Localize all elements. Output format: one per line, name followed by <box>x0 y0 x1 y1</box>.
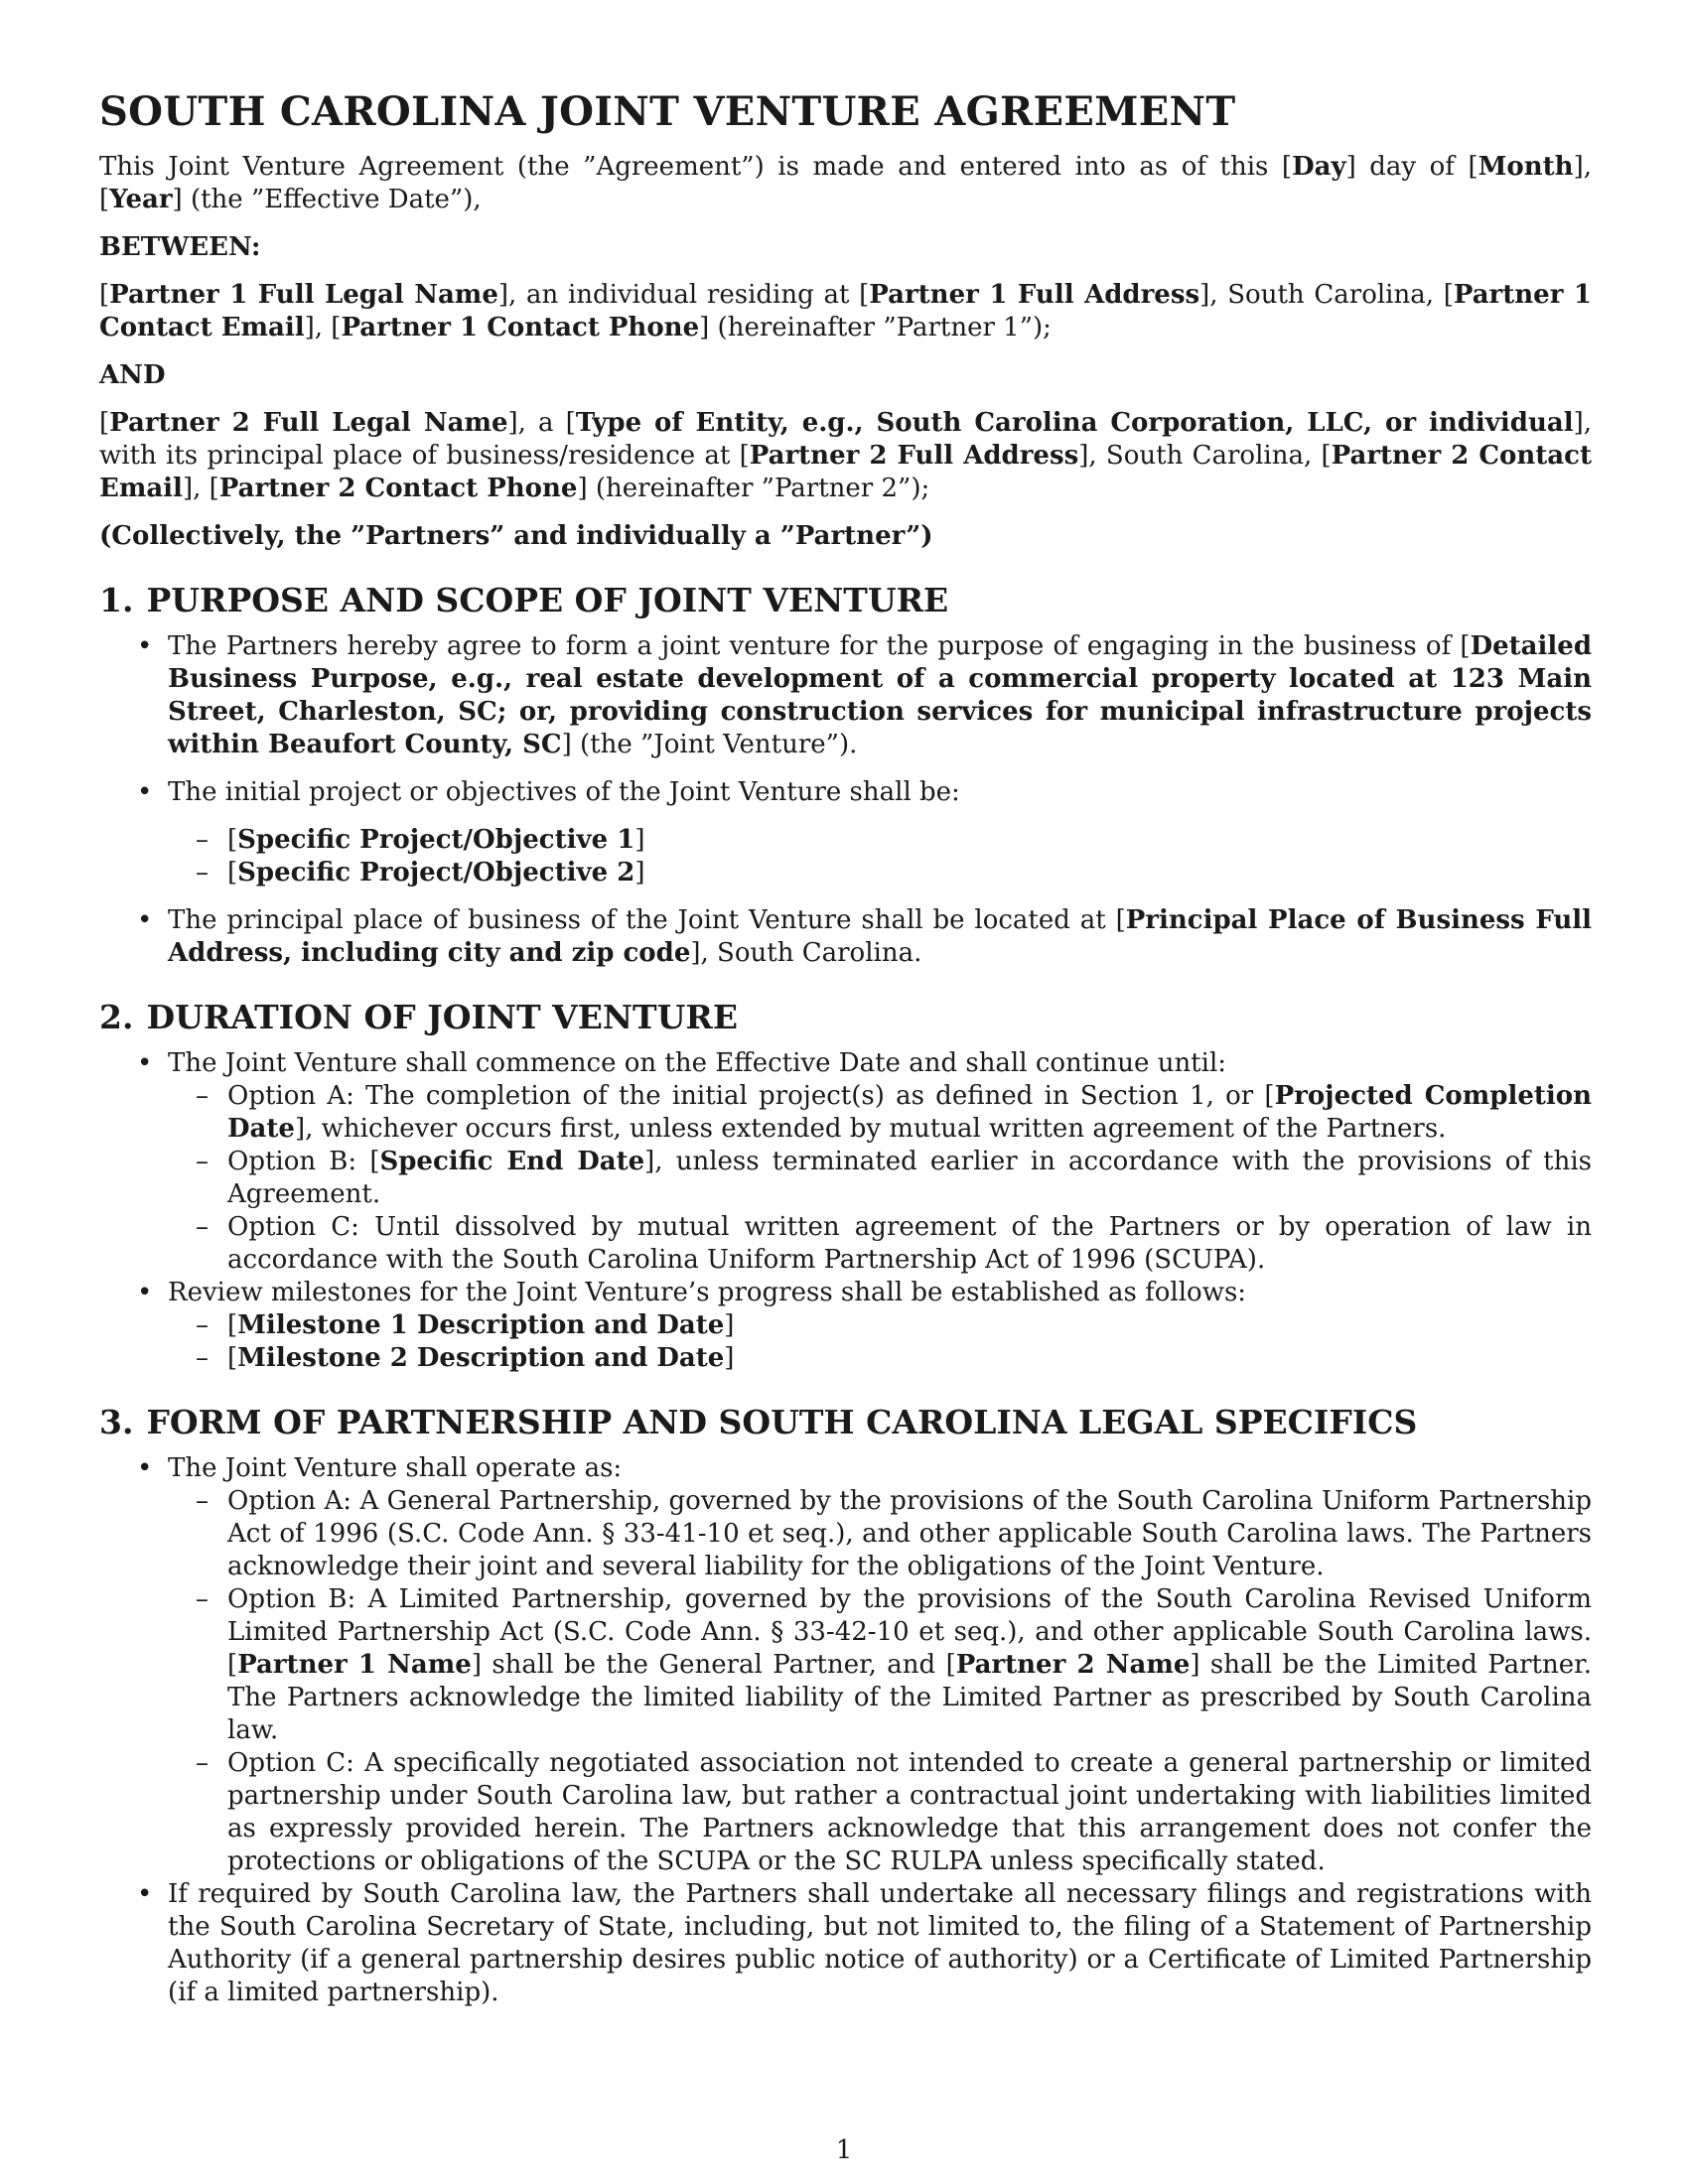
list-item: – [Milestone 1 Description and Date] <box>168 1309 1592 1342</box>
principal-address-placeholder: Principal Place of Business Full Address, including city and zip code <box>168 905 1593 968</box>
partner2-text: ], with its principal place of business/residence at [ <box>99 408 1593 471</box>
duration-options-list <box>168 1080 1592 1277</box>
list-item: – Option A: A General Partnership, governed by the provisions of the South Carolina Uniform Partnership Act of 1996 (S.C. Code Ann. § 33-41-10 et seq.), and other applicable South Carolina laws. The Partners acknowledge their joint and several liability for the obligations of the Joint Venture. <box>168 1485 1592 1583</box>
section-number: 2. <box>99 998 134 1036</box>
between-label <box>99 231 1592 264</box>
intro-text: ], [ <box>99 152 1592 214</box>
list-item: • The initial project or objectives of the Joint Venture shall be: – [Specific Project/Objective 1] – [Specific Project/Objective 2] <box>99 776 1592 889</box>
intro-paragraph <box>99 151 1592 216</box>
and-label <box>99 359 1592 392</box>
section-number: 3. <box>99 1403 134 1441</box>
partner2-text: ], a [ <box>507 408 576 438</box>
list-item: – Option C: Until dissolved by mutual written agreement of the Partners or by operation of law in accordance with the South Carolina Uniform Partnership Act of 1996 (SCUPA). <box>168 1211 1592 1277</box>
list-item: – [Specific Project/Objective 1] <box>168 824 1592 857</box>
partner2-paragraph: [Partner 2 Full Legal Name], a [Type of Entity, e.g., South Carolina Corporation, LLC, or individual], with its principal place of business/residence at [Partner 2 Full Address], South Carolina, [Partner 2 Contact Email], [Partner 2 Contact Phone] (hereinafter ”Partner 2”); <box>99 408 1593 503</box>
list-item: • The Partners hereby agree to form a joint venture for the purpose of engaging in the business of [Detailed Business Purpose, e.g., real estate development of a commercial property located at 123 Main Street, Charleston, SC; or, providing construction services for municipal infrastructure projects within Beaufort County, SC] (the ”Joint Venture”). <box>99 630 1592 761</box>
partner2-text: ], [ <box>182 474 219 503</box>
section-title: PURPOSE AND SCOPE OF JOINT VENTURE <box>146 581 949 619</box>
partner1-paragraph: [Partner 1 Full Legal Name], an individual residing at [Partner 1 Full Address], South Carolina, [Partner 1 Contact Email], [Partner 1 Contact Phone] (hereinafter ”Partner 1”); <box>99 280 1593 342</box>
section-2-list <box>99 1047 1592 1375</box>
partner2-phone-placeholder: Partner 2 Contact Phone <box>218 474 578 503</box>
section-3-list <box>99 1452 1592 2009</box>
list-item: – Option B: A Limited Partnership, governed by the provisions of the South Carolina Revised Uniform Limited Partnership Act (S.C. Code Ann. § 33-42-10 et seq.), and other applicable South Carolina laws. [Partner 1 Name] shall be the General Partner, and [Partner 2 Name] shall be the Limited Partner. The Partners acknowledge the limited liability of the Limited Partner as prescribed by South Carolina law. <box>168 1583 1592 1747</box>
partner2-email-placeholder: Partner 2 Contact Email <box>99 441 1592 503</box>
list-item: – [Specific Project/Objective 2] <box>168 857 1592 889</box>
partner1-text: ], an individual residing at [ <box>497 280 870 310</box>
partner1-phone-placeholder: Partner 1 Contact Phone <box>341 313 700 342</box>
section-title: FORM OF PARTNERSHIP AND SOUTH CAROLINA LEGAL SPECIFICS <box>146 1403 1418 1441</box>
list-item: • The Joint Venture shall commence on the Effective Date and shall continue until: – Option A: The completion of the initial project(s) as defined in Section 1, or [Projected Completion Date], whichever occurs first, unless extended by mutual written agreement of the Partners. – Option B: [Specific End Date], unless terminated earlier in accordance with the provisions of this Agreement. – Option C: Until dissolved by mutual written agreement of the Partners or by operation of law in accordance with the South Carolina Uniform Partnership Act of 1996 (SCUPA). <box>99 1047 1592 1277</box>
partnership-options-list <box>168 1485 1592 1878</box>
partner1-text: ] (hereinafter ”Partner 1”); <box>699 313 1052 342</box>
partner1-email-placeholder: Partner 1 Contact Email <box>99 280 1593 342</box>
section-title: DURATION OF JOINT VENTURE <box>146 998 738 1036</box>
collectively-text: (Collectively, the ”Partners” and individually a ”Partner”) <box>99 521 933 551</box>
year-placeholder: Year <box>109 185 173 214</box>
partner1-name-placeholder: Partner 1 Name <box>237 1650 472 1680</box>
list-item: – Option B: [Specific End Date], unless terminated earlier in accordance with the provisions of this Agreement. <box>168 1146 1592 1211</box>
objectives-list <box>168 824 1592 889</box>
partner1-text: ], [ <box>304 313 342 342</box>
partner1-text: ], South Carolina, [ <box>1199 280 1454 310</box>
partner2-address-placeholder: Partner 2 Full Address <box>749 441 1079 471</box>
section-1-heading <box>99 580 1592 621</box>
document-title: SOUTH CAROLINA JOINT VENTURE AGREEMENT <box>99 88 1236 135</box>
milestone-placeholder: Milestone 1 Description and Date <box>237 1310 725 1340</box>
intro-text: ] day of [ <box>1345 152 1478 182</box>
partner2-text: ] (hereinafter ”Partner 2”); <box>577 474 930 503</box>
list-item: • The Joint Venture shall operate as: – Option A: A General Partnership, governed by the provisions of the South Carolina Uniform Partnership Act of 1996 (S.C. Code Ann. § 33-41-10 et seq.), and other applicable South Carolina laws. The Partners acknowledge their joint and several liability for the obligations of the Joint Venture. – Option B: A Limited Partnership, governed by the provisions of the South Carolina Revised Uniform Limited Partnership Act (S.C. Code Ann. § 33-42-10 et seq.), and other applicable South Carolina laws. [Partner 1 Name] shall be the General Partner, and [Partner 2 Name] shall be the Limited Partner. The Partners acknowledge the limited liability of the Limited Partner as prescribed by South Carolina law. – Option C: A specifically negotiated association not intended to create a general partnership or limited partnership under South Carolina law, but rather a contractual joint undertaking with liabilities limited as expressly provided herein. The Partners acknowledge that this arrangement does not confer the protections or obligations of the SCUPA or the SC RULPA unless specifically stated. <box>99 1452 1592 1878</box>
month-placeholder: Month <box>1477 152 1574 182</box>
milestones-list <box>168 1309 1592 1375</box>
list-item: – [Milestone 2 Description and Date] <box>168 1342 1592 1375</box>
milestone-placeholder: Milestone 2 Description and Date <box>237 1343 725 1373</box>
section-number: 1. <box>99 581 134 619</box>
partner2-name-placeholder: Partner 2 Name <box>955 1650 1191 1680</box>
section-1-list <box>99 630 1592 970</box>
partner1-address-placeholder: Partner 1 Full Address <box>869 280 1200 310</box>
objective-placeholder: Specific Project/Objective 2 <box>237 858 635 887</box>
business-purpose-placeholder: Detailed Business Purpose, e.g., real estate development of a commercial property located at 123 Main Street, Charleston, SC; or, providing construction services for municipal infrastructure projects within Beaufort County, SC <box>168 631 1592 759</box>
end-date-placeholder: Specific End Date <box>379 1147 645 1176</box>
completion-date-placeholder: Projected Completion Date <box>227 1081 1592 1144</box>
partner2-text: ], South Carolina, [ <box>1078 441 1332 471</box>
list-item: • If required by South Carolina law, the Partners shall undertake all necessary filings and registrations with the South Carolina Secretary of State, including, but not limited to, the filing of a Statement of Partnership Authority (if a general partnership desires public notice of authority) or a Certificate of Limited Partnership (if a limited partnership). <box>99 1878 1592 2009</box>
list-item: • The principal place of business of the Joint Venture shall be located at [Principal Place of Business Full Address, including city and zip code], South Carolina. <box>99 904 1592 970</box>
list-item: – Option C: A specifically negotiated association not intended to create a general partnership or limited partnership under South Carolina law, but rather a contractual joint undertaking with liabilities limited as expressly provided herein. The Partners acknowledge that this arrangement does not confer the protections or obligations of the SCUPA or the SC RULPA unless specifically stated. <box>168 1747 1592 1878</box>
partner1-name-placeholder: Partner 1 Full Legal Name <box>109 280 498 310</box>
document-body <box>99 87 1592 2009</box>
list-item: • Review milestones for the Joint Venture’s progress shall be established as follows: – [Milestone 1 Description and Date] – [Milestone 2 Description and Date] <box>99 1277 1592 1375</box>
objective-placeholder: Specific Project/Objective 1 <box>237 825 635 855</box>
and-text: AND <box>99 360 166 390</box>
intro-text: This Joint Venture Agreement (the ”Agreement”) is made and entered into as of this [ <box>99 152 1293 182</box>
intro-text: ] (the ”Effective Date”), <box>172 185 482 214</box>
between-text: BETWEEN: <box>99 232 261 262</box>
list-item: – Option A: The completion of the initial project(s) as defined in Section 1, or [Projected Completion Date], whichever occurs first, unless extended by mutual written agreement of the Partners. <box>168 1080 1592 1146</box>
collectively-paragraph <box>99 520 1592 553</box>
section-3-heading <box>99 1402 1592 1443</box>
page-number: 1 <box>835 2135 853 2165</box>
partner2-entity-placeholder: Type of Entity, e.g., South Carolina Corporation, LLC, or individual <box>575 408 1574 438</box>
partner2-name-placeholder: Partner 2 Full Legal Name <box>109 408 508 438</box>
section-2-heading <box>99 997 1592 1038</box>
day-placeholder: Day <box>1292 152 1346 182</box>
